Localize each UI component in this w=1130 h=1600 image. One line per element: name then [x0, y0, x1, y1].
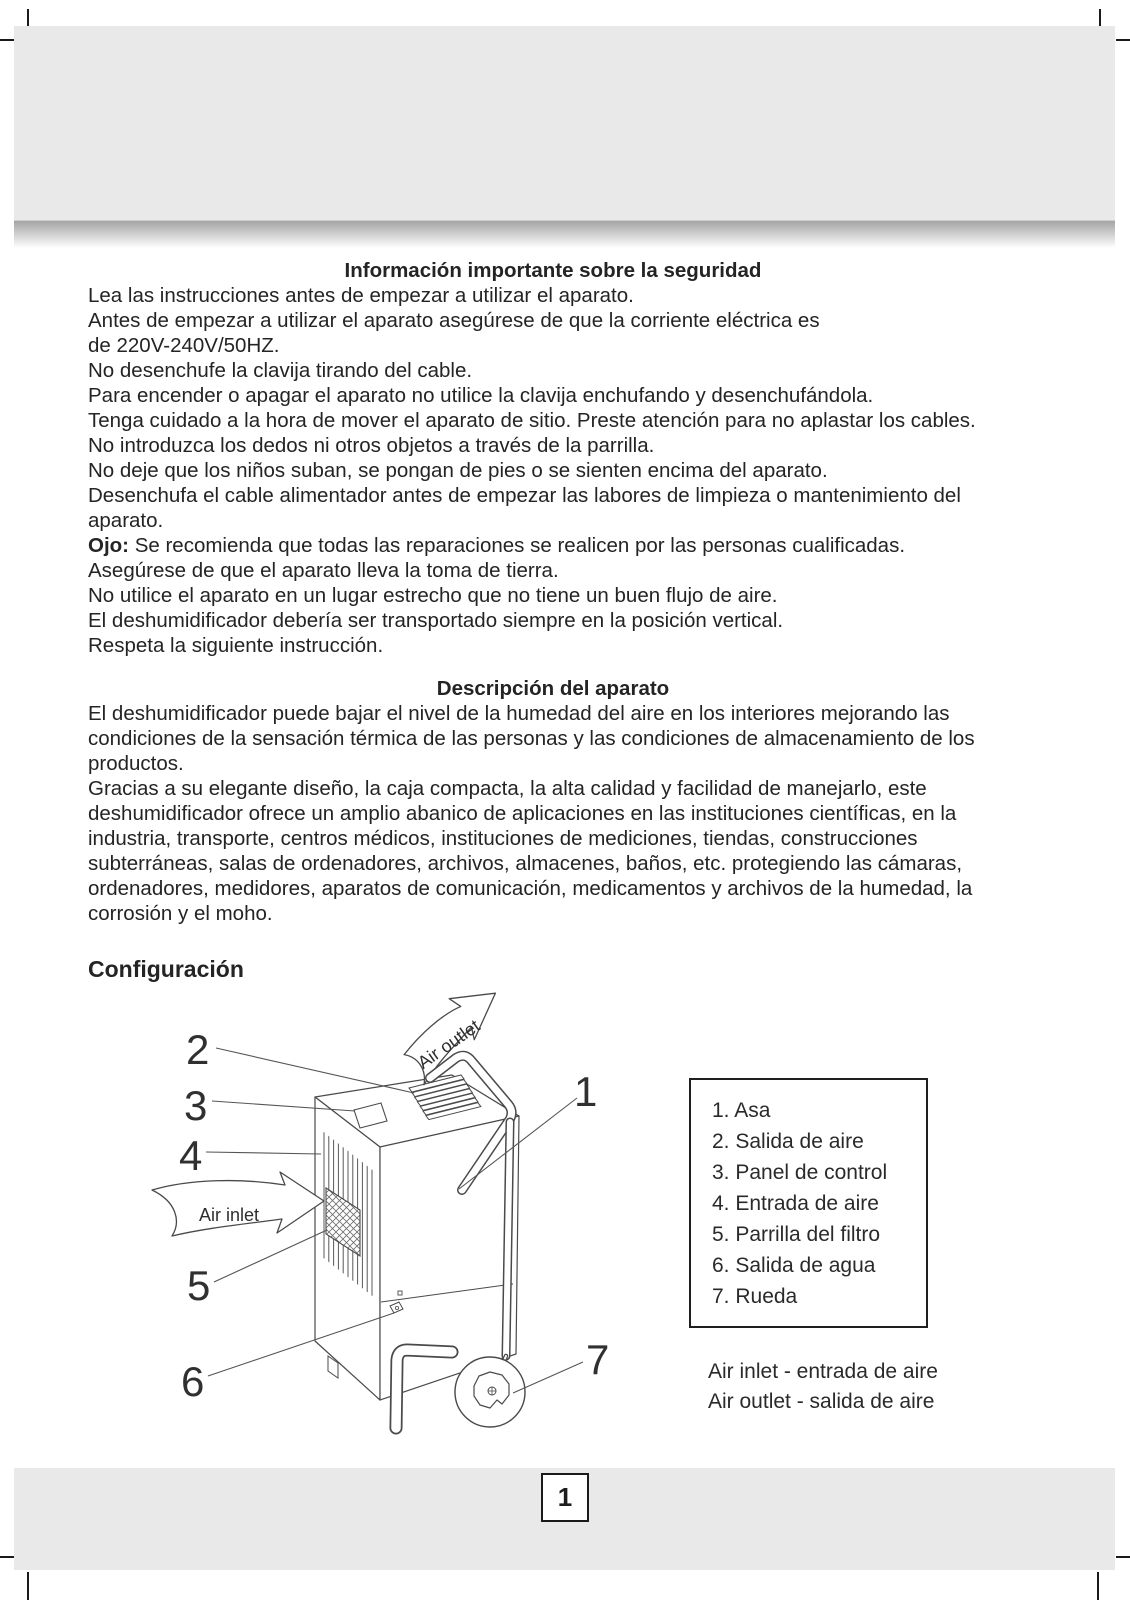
- text-line: No deje que los niños suban, se pongan de pies o se sienten encima del aparato.: [88, 459, 828, 482]
- crop-mark: [1116, 39, 1130, 41]
- legend-item: 5. Parrilla del filtro: [712, 1223, 881, 1246]
- text-line: deshumidificador ofrece un amplio abanico de aplicaciones en las instituciones científicas, en la: [88, 802, 957, 825]
- text-line: Desenchufa el cable alimentador antes de empezar las labores de limpieza o mantenimiento del: [88, 484, 961, 507]
- page-number: 1: [557, 1482, 573, 1512]
- header-band: [14, 26, 1115, 221]
- parts-legend: [689, 1078, 928, 1328]
- dehumidifier-diagram: [80, 985, 640, 1435]
- text-line: industria, transporte, centros médicos, instituciones de mediciones, tiendas, construcciones: [88, 827, 918, 850]
- configuration-title: Configuración: [88, 956, 244, 982]
- text-line: El deshumidificador debería ser transportado siempre en la posición vertical.: [88, 609, 784, 632]
- text-line: No desenchufe la clavija tirando del cable.: [88, 359, 473, 382]
- legend-item: 7. Rueda: [712, 1285, 798, 1308]
- text-line: productos.: [88, 752, 184, 775]
- text-line: Gracias a su elegante diseño, la caja compacta, la alta calidad y facilidad de manejarlo, este: [88, 777, 927, 800]
- callout-6: 6: [181, 1358, 205, 1405]
- screw: [398, 1291, 402, 1295]
- callout-4: 4: [179, 1132, 203, 1179]
- text-line: Asegúrese de que el aparato lleva la toma de tierra.: [88, 559, 559, 582]
- crop-mark: [0, 39, 14, 41]
- crop-mark: [1097, 1572, 1099, 1600]
- caption-air-inlet: Air inlet - entrada de aire: [708, 1360, 938, 1383]
- text-line: El deshumidificador puede bajar el nivel de la humedad del aire en los interiores mejorando las: [88, 702, 950, 725]
- text-line: subterráneas, salas de ordenadores, archivos, almacenes, baños, etc. protegiendo las cámaras,: [88, 852, 963, 875]
- crop-mark: [27, 1572, 29, 1600]
- callout-7: 7: [586, 1336, 610, 1383]
- crop-mark: [1116, 1556, 1130, 1558]
- header-band-shadow: [14, 221, 1115, 248]
- text-line: ordenadores, medidores, aparatos de comunicación, medicamentos y archivos de la humedad, la: [88, 877, 973, 900]
- ojo-label: Ojo:: [88, 534, 129, 557]
- crop-mark: [27, 9, 29, 26]
- text-line: condiciones de la sensación térmica de las personas y las condiciones de almacenamiento de los: [88, 727, 975, 750]
- text-line: Para encender o apagar el aparato no utilice la clavija enchufando y desenchufándola.: [88, 384, 874, 407]
- callout-5: 5: [187, 1262, 211, 1309]
- legend-item: 4. Entrada de aire: [712, 1192, 879, 1215]
- text-line: Tenga cuidado a la hora de mover el aparato de sitio. Preste atención para no aplastar los cables.: [88, 409, 976, 432]
- air-inlet-arrow: [152, 1172, 324, 1236]
- legend-item: 2. Salida de aire: [712, 1130, 864, 1153]
- text-line-ojo: [88, 533, 1018, 558]
- text-line: No utilice el aparato en un lugar estrecho que no tiene un buen flujo de aire.: [88, 584, 778, 607]
- text-line: No introduzca los dedos ni otros objetos a través de la parrilla.: [88, 434, 655, 457]
- caption-air-outlet: Air outlet - salida de aire: [708, 1390, 935, 1413]
- callout-3: 3: [184, 1082, 208, 1129]
- legend-item: 3. Panel de control: [712, 1161, 888, 1184]
- description-title: Descripción del aparato: [436, 677, 670, 700]
- text-line: corrosión y el moho.: [88, 902, 273, 925]
- ojo-text: Se recomienda que todas las reparaciones se realicen por las personas cualificadas.: [129, 534, 906, 557]
- text-line: aparato.: [88, 509, 164, 532]
- callout-1: 1: [574, 1068, 598, 1115]
- air-outlet-arrow: [392, 985, 515, 1085]
- legend-item: 1. Asa: [712, 1099, 771, 1122]
- description-section: [88, 676, 1018, 926]
- crop-mark: [0, 1556, 14, 1558]
- air-outlet-label: Air outlet: [413, 1015, 484, 1073]
- page-number-box: [541, 1473, 589, 1522]
- air-inlet-label: Air inlet: [199, 1205, 260, 1225]
- legend-item: 6. Salida de agua: [712, 1254, 876, 1277]
- text-line: Respeta la siguiente instrucción.: [88, 634, 384, 657]
- safety-title: Información importante sobre la seguridad: [344, 259, 762, 282]
- text-line: de 220V-240V/50HZ.: [88, 334, 280, 357]
- safety-section: [88, 258, 1018, 658]
- callout-2: 2: [186, 1026, 210, 1073]
- crop-mark: [1099, 9, 1101, 26]
- text-line: Antes de empezar a utilizar el aparato asegúrese de que la corriente eléctrica es: [88, 309, 820, 332]
- text-line: Lea las instrucciones antes de empezar a utilizar el aparato.: [88, 284, 634, 307]
- translation-captions: [708, 1357, 938, 1417]
